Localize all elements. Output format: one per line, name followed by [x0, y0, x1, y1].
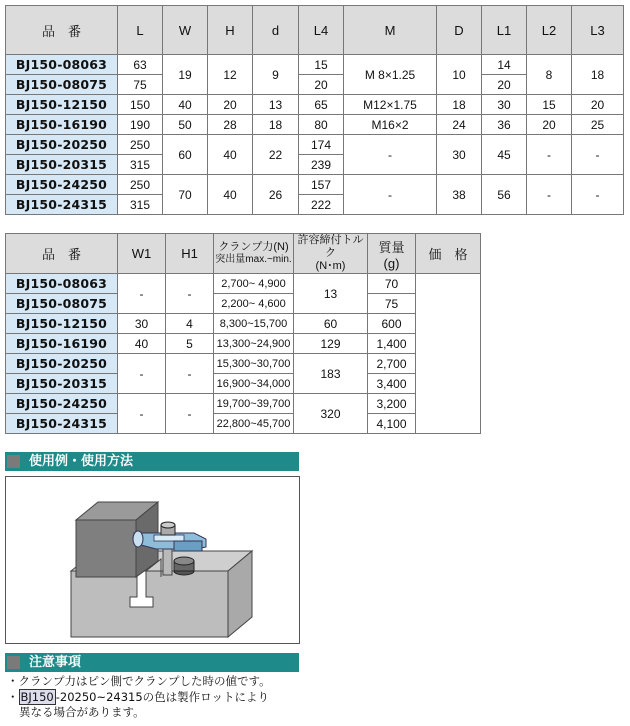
clamp-usage-illustration [6, 477, 299, 643]
cell-M: M12×1.75 [344, 95, 437, 115]
cell-d: 18 [253, 115, 299, 135]
cell-H1: - [166, 274, 214, 314]
header-part-number: 品 番 [6, 6, 118, 55]
cell-M: M 8×1.25 [344, 55, 437, 95]
section-marker-icon [7, 455, 20, 468]
cell-L4: 80 [299, 115, 344, 135]
cell-H: 12 [208, 55, 253, 95]
header-D: D [437, 6, 482, 55]
cell-clamp-force: 8,300~15,700 [214, 314, 294, 334]
cell-W: 19 [163, 55, 208, 95]
projection-label: 突出量max.~min. [215, 254, 292, 265]
note-clamp-force: ・クランプ力はピン側でクランプした時の値です。 [7, 674, 271, 688]
part-number: BJ150-20250 [6, 354, 118, 374]
part-number: BJ150-16190 [6, 115, 118, 135]
cell-d: 26 [253, 175, 299, 215]
part-number: BJ150-12150 [6, 95, 118, 115]
cell-d: 22 [253, 135, 299, 175]
cell-H1: 5 [166, 334, 214, 354]
cell-W1: - [118, 354, 166, 394]
cell-clamp-force: 13,300~24,900 [214, 334, 294, 354]
part-number: BJ150-24250 [6, 394, 118, 414]
cell-L4: 222 [299, 195, 344, 215]
cell-clamp-force: 19,700~39,700 [214, 394, 294, 414]
cell-mass: 75 [368, 294, 416, 314]
cell-L3: 18 [572, 55, 624, 95]
cell-price [416, 274, 481, 434]
header-L: L [118, 6, 163, 55]
header-d: d [253, 6, 299, 55]
cell-mass: 3,400 [368, 374, 416, 394]
cell-torque: 183 [294, 354, 368, 394]
cell-mass: 3,200 [368, 394, 416, 414]
cell-L: 315 [118, 155, 163, 175]
cell-L2: 20 [527, 115, 572, 135]
cell-D: 30 [437, 135, 482, 175]
table-row [6, 334, 481, 354]
cell-clamp-force: 16,900~34,000 [214, 374, 294, 394]
header-H: H [208, 6, 253, 55]
cell-mass: 70 [368, 274, 416, 294]
cell-mass: 4,100 [368, 414, 416, 434]
part-number: BJ150-08075 [6, 294, 118, 314]
cell-L4: 157 [299, 175, 344, 195]
cell-H: 28 [208, 115, 253, 135]
table-row [6, 175, 624, 195]
cell-L: 250 [118, 135, 163, 155]
usage-section-title: 使用例・使用方法 [29, 454, 134, 469]
cell-L: 250 [118, 175, 163, 195]
note-text: -20250~24315の色は製作ロットにより [55, 690, 269, 704]
cell-W: 50 [163, 115, 208, 135]
cell-L: 75 [118, 75, 163, 95]
dimensions-header-row [6, 6, 624, 55]
cell-L3: - [572, 135, 624, 175]
table-row [6, 274, 481, 294]
cell-D: 10 [437, 55, 482, 95]
mass-label: 質量 [378, 239, 405, 255]
cell-W1: - [118, 394, 166, 434]
dimensions-table [5, 5, 624, 215]
cell-M: - [344, 175, 437, 215]
cell-D: 18 [437, 95, 482, 115]
cell-L3: 25 [572, 115, 624, 135]
cell-M: M16×2 [344, 115, 437, 135]
part-number: BJ150-20315 [6, 155, 118, 175]
part-number: BJ150-08075 [6, 75, 118, 95]
header-M: M [344, 6, 437, 55]
cell-L1: 36 [482, 115, 527, 135]
header-mass [368, 234, 416, 274]
cell-L4: 174 [299, 135, 344, 155]
cell-L4: 65 [299, 95, 344, 115]
cell-L4: 20 [299, 75, 344, 95]
specs-table [5, 233, 481, 434]
cell-L: 315 [118, 195, 163, 215]
cell-L3: 20 [572, 95, 624, 115]
cell-W1: 30 [118, 314, 166, 334]
table-row [6, 294, 481, 314]
cell-L3: - [572, 175, 624, 215]
table-row [6, 55, 624, 75]
table-row [6, 95, 624, 115]
part-number: BJ150-16190 [6, 334, 118, 354]
part-number: BJ150-12150 [6, 314, 118, 334]
part-number: BJ150-24250 [6, 175, 118, 195]
header-L3: L3 [572, 6, 624, 55]
usage-section-header [5, 452, 299, 471]
header-torque [294, 234, 368, 274]
cell-clamp-force: 22,800~45,700 [214, 414, 294, 434]
cell-mass: 2,700 [368, 354, 416, 374]
header-part-number: 品 番 [6, 234, 118, 274]
table-row [6, 115, 624, 135]
cell-D: 38 [437, 175, 482, 215]
cell-H1: - [166, 394, 214, 434]
note-color-variation [7, 690, 269, 704]
cell-L4: 239 [299, 155, 344, 175]
cell-W: 60 [163, 135, 208, 175]
table-row [6, 414, 481, 434]
cell-D: 24 [437, 115, 482, 135]
cell-L1: 30 [482, 95, 527, 115]
cell-L1: 45 [482, 135, 527, 175]
cell-L1: 20 [482, 75, 527, 95]
table-row [6, 394, 481, 414]
cell-L: 150 [118, 95, 163, 115]
header-W: W [163, 6, 208, 55]
part-number: BJ150-08063 [6, 274, 118, 294]
cell-H1: - [166, 354, 214, 394]
cell-L2: 15 [527, 95, 572, 115]
part-number: BJ150-24315 [6, 414, 118, 434]
header-L1: L1 [482, 6, 527, 55]
cell-clamp-force: 2,700~ 4,900 [214, 274, 294, 294]
cell-clamp-force: 2,200~ 4,600 [214, 294, 294, 314]
cell-W: 40 [163, 95, 208, 115]
header-clamp-force [214, 234, 294, 274]
cell-L: 63 [118, 55, 163, 75]
specs-header-row [6, 234, 481, 274]
cell-H: 40 [208, 135, 253, 175]
notes-section-title: 注意事項 [29, 655, 82, 670]
table-row [6, 354, 481, 374]
highlighted-part-code: BJ150 [20, 690, 54, 704]
clamp-force-label: クランプ力(N) [218, 241, 289, 253]
cell-mass: 1,400 [368, 334, 416, 354]
header-H1: H1 [166, 234, 214, 274]
cell-L2: 8 [527, 55, 572, 95]
cell-d: 9 [253, 55, 299, 95]
cell-W: 70 [163, 175, 208, 215]
part-number: BJ150-20315 [6, 374, 118, 394]
torque-label: 許容締付トルク [297, 234, 364, 259]
cell-torque: 129 [294, 334, 368, 354]
part-number: BJ150-08063 [6, 55, 118, 75]
header-L4: L4 [299, 6, 344, 55]
table-row [6, 374, 481, 394]
note-bullet: ・ [7, 690, 19, 704]
cell-L1: 14 [482, 55, 527, 75]
cell-L4: 15 [299, 55, 344, 75]
cell-torque: 60 [294, 314, 368, 334]
usage-diagram [5, 476, 300, 644]
table-row [6, 135, 624, 155]
torque-unit: (N･m) [315, 260, 346, 272]
part-number: BJ150-24315 [6, 195, 118, 215]
header-W1: W1 [118, 234, 166, 274]
header-L2: L2 [527, 6, 572, 55]
notes-section-header [5, 653, 299, 672]
cell-torque: 13 [294, 274, 368, 314]
mass-unit: (g) [383, 255, 400, 271]
cell-H: 40 [208, 175, 253, 215]
cell-clamp-force: 15,300~30,700 [214, 354, 294, 374]
cell-L2: - [527, 135, 572, 175]
part-number: BJ150-20250 [6, 135, 118, 155]
cell-M: - [344, 135, 437, 175]
cell-W1: 40 [118, 334, 166, 354]
cell-L: 190 [118, 115, 163, 135]
note-color-variation-line2: 異なる場合があります。 [19, 705, 145, 719]
cell-mass: 600 [368, 314, 416, 334]
cell-L2: - [527, 175, 572, 215]
table-row [6, 314, 481, 334]
cell-L1: 56 [482, 175, 527, 215]
header-price: 価 格 [416, 234, 481, 274]
pencil-icon [7, 656, 20, 669]
cell-d: 13 [253, 95, 299, 115]
cell-H1: 4 [166, 314, 214, 334]
cell-W1: - [118, 274, 166, 314]
cell-H: 20 [208, 95, 253, 115]
cell-torque: 320 [294, 394, 368, 434]
